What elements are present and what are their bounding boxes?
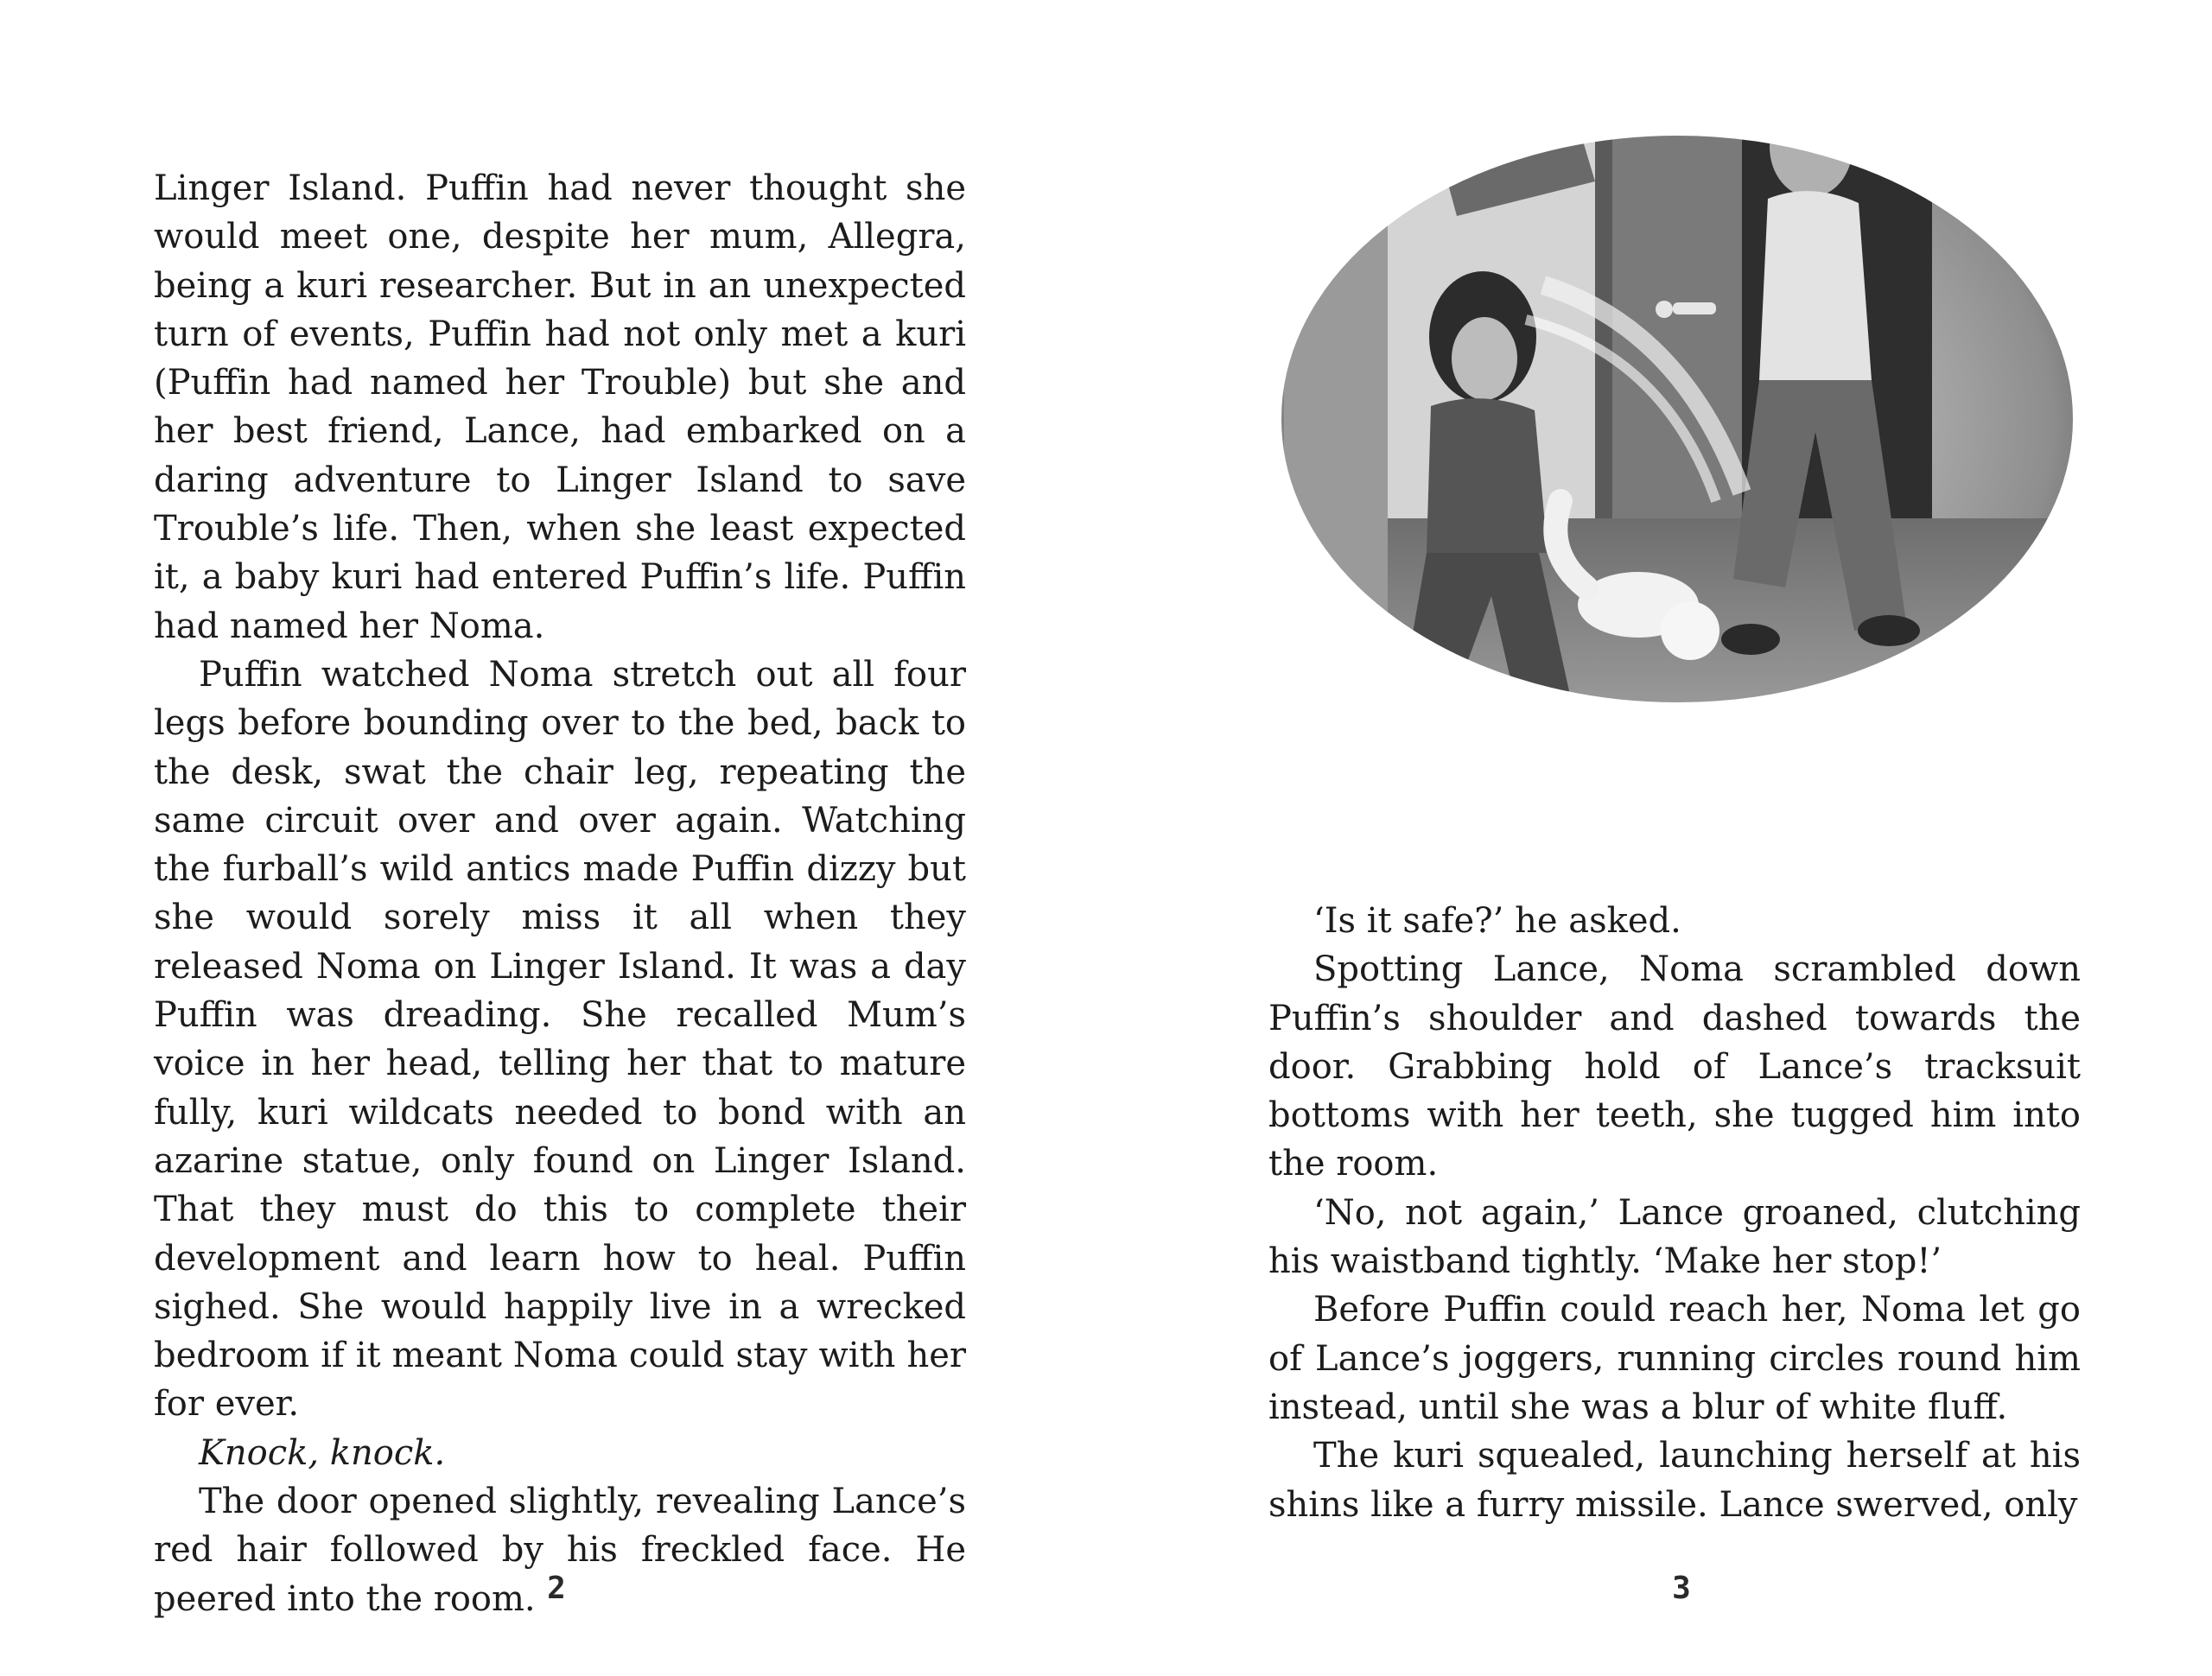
paragraph: The door opened slightly, revealing Lance’s red hair followed by his freckled face. He peered into the room. bbox=[154, 1482, 966, 1619]
paragraph: ‘No, not again,’ Lance groaned, clutching his waistband tightly. ‘Make her stop!’ bbox=[1268, 1192, 2081, 1282]
paragraph: Linger Island. Puffin had never thought she would meet one, despite her mum, Allegra, being a kuri researcher. But in an unexpected turn of events, Puffin had not only met a kuri (Puffin had named her Trouble) but she and her best friend, Lance, had embarked on a daring adventure to Linger Island to save Trouble’s life. Then, when she least expected it, a baby kuri had entered Puffin’s life. Puffin had named her Noma. bbox=[154, 168, 966, 646]
illustration-kids-and-kitten bbox=[1232, 69, 2122, 855]
paragraph: The kuri squealed, launching herself at his shins like a furry missile. Lance swerved, only bbox=[1268, 1436, 2081, 1525]
paragraph: Spotting Lance, Noma scrambled down Puffin’s shoulder and dashed towards the door. Grabbing hold of Lance’s tracksuit bottoms with her teeth, she tugged him into the room. bbox=[1268, 949, 2081, 1184]
right-page bbox=[1106, 0, 2212, 1676]
paragraph: Puffin watched Noma stretch out all four legs before bounding over to the bed, back to the desk, swat the chair leg, repeating the same circuit over and over again. Watching the furball’s wild antics made Puffin dizzy but she would sorely miss it all when they released Noma on Linger Island. It was a day Puffin was dreading. She recalled Mum’s voice in her head, telling her that to mature fully, kuri wildcats needed to bond with an azarine statue, only found on Linger Island. That they must do this to complete their development and learn how to heal. Puffin sighed. She would happily live in a wrecked bedroom if it meant Noma could stay with her for ever. bbox=[154, 654, 966, 1425]
paragraph-italic: Knock, knock. bbox=[199, 1432, 446, 1473]
left-page-text bbox=[154, 164, 966, 1623]
right-page-text bbox=[1268, 897, 2081, 1529]
page-number: 2 bbox=[547, 1571, 566, 1606]
paragraph: Before Puffin could reach her, Noma let go of Lance’s joggers, running circles round him instead, until she was a blur of white fluff. bbox=[1268, 1290, 2081, 1427]
page-number: 3 bbox=[1672, 1571, 1691, 1606]
paragraph: ‘Is it safe?’ he asked. bbox=[1313, 901, 1681, 941]
